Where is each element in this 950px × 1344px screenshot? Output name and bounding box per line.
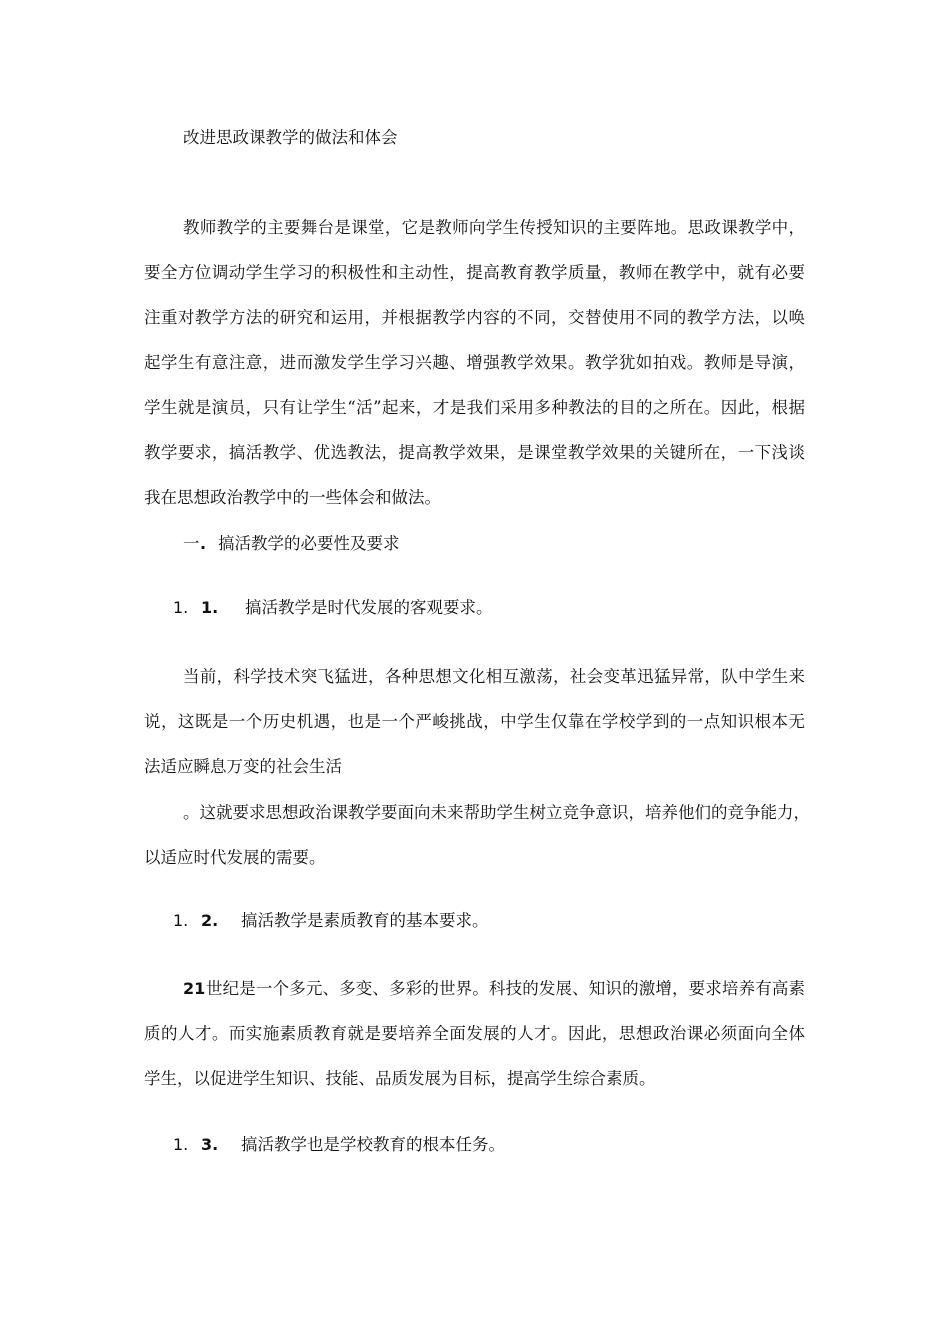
paragraph-line: 学生，以促进学生知识、技能、品质发展为目标，提高学生综合素质。 (144, 1069, 656, 1088)
paragraph-line: 说，这既是一个历史机遇，也是一个严峻挑战，中学生仅靠在学校学到的一点知识根本无 (144, 712, 805, 731)
paragraph-line: 当前，科学技术突飞猛进，各种思想文化相互激荡，社会变革迅猛异常，队中学生来 (183, 667, 805, 686)
list-item-text: 搞活教学是素质教育的基本要求。 (241, 911, 489, 930)
intro-line: 教学要求，搞活教学、优选教法，提高教学效果，是课堂教学效果的关键所在，一下浅谈 (144, 443, 805, 462)
paragraph-line: 。这就要求思想政治课教学要面向未来帮助学生树立竞争意识，培养他们的竞争能力， (183, 803, 810, 822)
section-heading: 搞活教学的必要性及要求 (218, 534, 400, 553)
intro-line: 注重对教学方法的研究和运用，并根据教学内容的不同，交替使用不同的教学方法，以唤 (144, 308, 805, 327)
list-outer-number: 1. (173, 1135, 189, 1154)
paragraph-line: 世纪是一个多元、多变、多彩的世界。科技的发展、知识的激增，要求培养有高素 (206, 979, 805, 998)
list-inner-number: 3. (201, 1135, 219, 1154)
list-inner-number: 2. (201, 911, 219, 930)
section-number: 一 (183, 534, 200, 553)
list-outer-number: 1. (173, 911, 189, 930)
paragraph-lead-number: 21 (183, 979, 206, 998)
list-inner-number: 1. (201, 598, 219, 617)
intro-line: 我在思想政治教学中的一些体会和做法。 (144, 488, 441, 507)
document-title: 改进思政课教学的做法和体会 (183, 128, 398, 147)
intro-line: 教师教学的主要舞台是课堂，它是教师向学生传授知识的主要阵地。思政课教学中， (183, 218, 805, 237)
list-outer-number: 1. (173, 598, 189, 617)
paragraph-line: 法适应瞬息万变的社会生活 (144, 757, 342, 776)
intro-line: 学生就是演员，只有让学生“活”起来，才是我们采用多种教法的目的之所在。因此，根据 (144, 398, 805, 417)
intro-line: 要全方位调动学生学习的积极性和主动性，提高教育教学质量，教师在教学中，就有必要 (144, 263, 805, 282)
paragraph-line: 质的人才。而实施素质教育就是要培养全面发展的人才。因此，思想政治课必须面向全体 (144, 1024, 805, 1043)
paragraph-line: 以适应时代发展的需要。 (144, 848, 326, 867)
list-item-text: 搞活教学是时代发展的客观要求。 (245, 598, 493, 617)
list-item-text: 搞活教学也是学校教育的根本任务。 (241, 1135, 505, 1154)
section-dot: . (200, 534, 207, 553)
intro-line: 起学生有意注意，进而激发学生学习兴趣、增强教学效果。教学犹如拍戏。教师是导演， (144, 353, 805, 372)
